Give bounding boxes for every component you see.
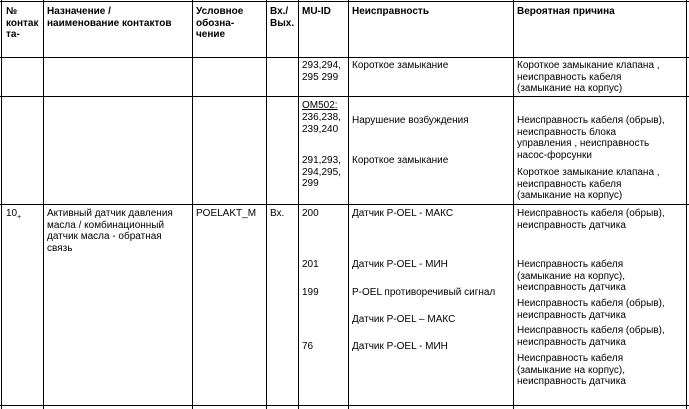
muid-cell: 199 — [302, 287, 319, 298]
contact-number-value: 10 — [6, 208, 18, 219]
cause-cell: Неисправность кабеля (замыкание на корпус), неисправность датчика — [517, 259, 626, 293]
muid-cell: 293,294, 295 299 — [302, 60, 341, 83]
contact-number — [6, 208, 21, 224]
cause-cell: Неисправность кабеля (обрыв), неисправность блока управления , неисправность насос-форсунки — [517, 115, 665, 161]
cause-cell: Неисправность кабеля (обрыв), неисправность датчика — [517, 298, 665, 321]
muid-group-label: OM502: — [302, 100, 338, 111]
muid-cell: 200 — [302, 208, 319, 219]
table-rule — [1, 0, 2, 409]
fault-cell: Датчик P-OEL - МИН — [352, 341, 448, 352]
cause-cell: Неисправность кабеля (замыкание на корпус), неисправность датчика — [517, 353, 626, 387]
cause-cell: Неисправность кабеля (обрыв), неисправность датчика — [517, 325, 665, 348]
fault-cell: Датчик P-OEL - МИН — [352, 259, 448, 270]
fault-cell: Нарушение возбуждения — [352, 115, 469, 126]
fault-cell: P-OEL противоречивый сигнал — [352, 287, 496, 298]
symbol-cell: POELAKT_M — [196, 208, 257, 219]
cause-cell: Неисправность кабеля (обрыв), неисправность датчика — [517, 208, 665, 231]
fault-cell: Короткое замыкание — [352, 60, 449, 71]
table-rule — [348, 0, 349, 409]
fault-cell: Короткое замыкание — [352, 155, 449, 166]
table-rule — [43, 0, 44, 409]
cause-cell: Короткое замыкание клапана , неисправность кабеля (замыкание на корпус) — [517, 60, 660, 94]
table-rule — [0, 96, 689, 97]
header-cause: Вероятная причина — [517, 6, 615, 17]
purpose-cell: Активный датчик давления масла / комбинационный датчик масла - обратная связь — [47, 208, 173, 254]
fault-cell: Датчик P-OEL - МАКС — [352, 208, 454, 219]
table-rule — [0, 1, 689, 2]
io-cell: Вх. — [270, 208, 285, 219]
table-rule — [513, 0, 514, 409]
table-rule — [192, 0, 193, 409]
muid-cell: 201 — [302, 259, 319, 270]
table-rule — [0, 405, 689, 406]
cause-cell: Короткое замыкание клапана , неисправность кабеля (замыкание на корпус) — [517, 167, 660, 201]
muid-cell: 76 — [302, 341, 314, 352]
muid-cell: 291,293, 294,295, 299 — [302, 155, 341, 189]
header-purpose: Назначение / наименование контактов — [47, 6, 172, 29]
table-rule — [0, 57, 689, 58]
muid-cell: 236,238, 239,240 — [302, 112, 341, 135]
header-muid: MU-ID — [302, 6, 331, 17]
table-rule — [298, 0, 299, 409]
header-fault: Неисправность — [352, 6, 429, 17]
header-no: № контак та- — [6, 6, 39, 40]
table-rule — [266, 0, 267, 409]
header-io: Вх./ Вых. — [270, 6, 295, 29]
table-rule — [686, 0, 687, 409]
contact-number-sub: + — [17, 214, 22, 221]
header-symbol: Условное обозна- чение — [196, 6, 244, 40]
fault-cell: Датчик P-OEL – МАКС — [352, 314, 456, 325]
table-rule — [0, 204, 689, 205]
